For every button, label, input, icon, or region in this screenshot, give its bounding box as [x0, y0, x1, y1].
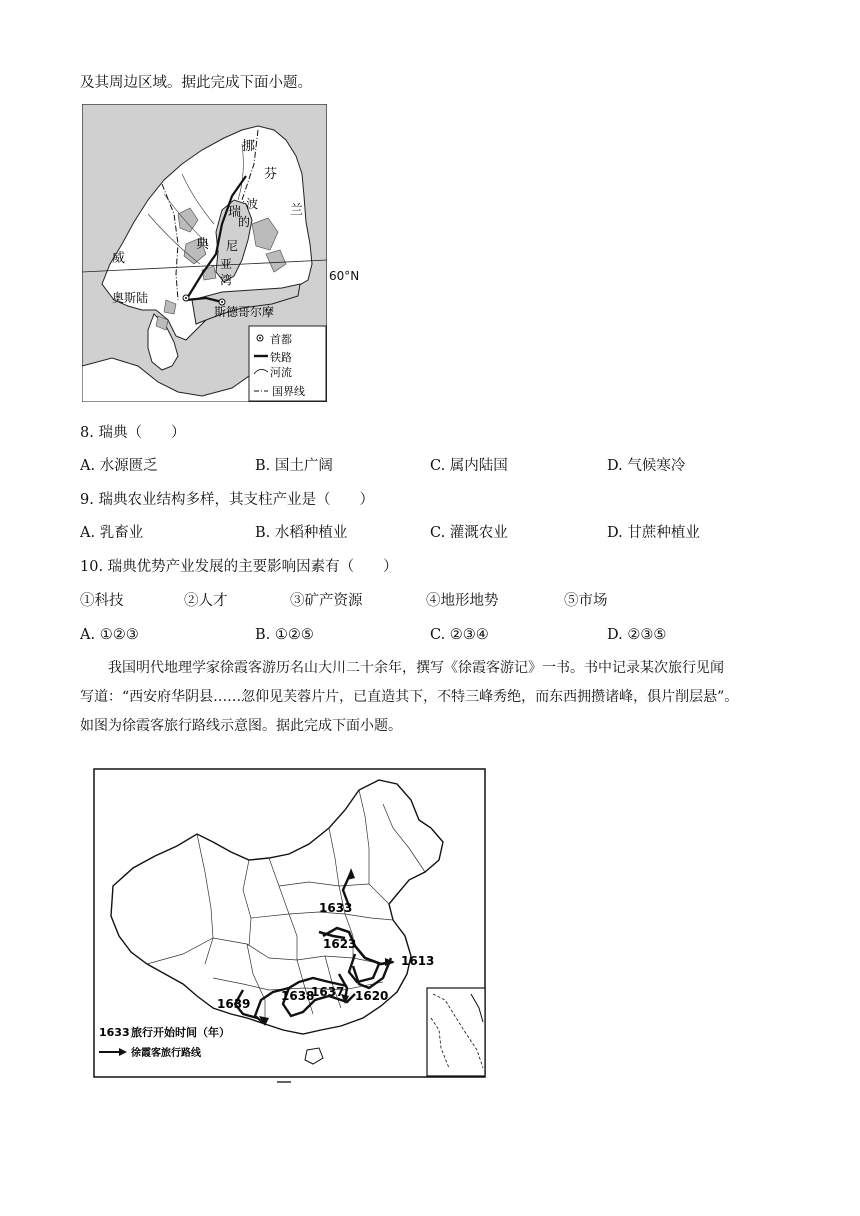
- legend-railway: 铁路: [270, 351, 292, 364]
- year-label-1638: 1638: [281, 989, 315, 1003]
- year-label-1613: 1613: [401, 954, 435, 968]
- label-gulf-1: 波: [246, 197, 259, 211]
- q10-option-d[interactable]: D. ②③⑤: [607, 627, 667, 643]
- latitude-label: 60°N: [329, 269, 360, 283]
- legend-year-sample: 1633: [99, 1026, 130, 1039]
- q8-option-b[interactable]: B. 国土广阔: [255, 458, 333, 474]
- q8-option-d[interactable]: D. 气候寒冷: [607, 458, 686, 474]
- year-label-1639: 1639: [217, 997, 251, 1011]
- legend-river: 河流: [270, 366, 292, 379]
- label-gulf-3: 尼: [226, 239, 239, 253]
- passage-line-3: 如图为徐霞客旅行路线示意图。据此完成下面小题。: [80, 718, 402, 734]
- legend-capital: 首都: [270, 333, 292, 346]
- q8-option-c[interactable]: C. 属内陆国: [430, 458, 508, 474]
- year-label-1637: 1637: [311, 985, 345, 999]
- china-route-map: [93, 768, 486, 1078]
- label-oslo: 奥斯陆: [112, 291, 149, 305]
- q9-option-a[interactable]: A. 乳畜业: [80, 525, 144, 541]
- passage-line-2: 写道：“西安府华阴县……忽仰见芙蓉片片，已直造其下，不特三峰秀绝，而东西拥攒诸峰，俱片削层悬”。: [80, 689, 739, 705]
- q10-factor-1: ①科技: [80, 593, 124, 609]
- label-finland-1: 芬: [264, 167, 278, 182]
- q10-option-b[interactable]: B. ①②⑤: [255, 627, 314, 643]
- label-gulf-2: 的: [238, 215, 251, 229]
- label-norway-2: 威: [112, 251, 126, 266]
- year-label-1623: 1623: [323, 937, 357, 951]
- scandinavia-map: [82, 104, 327, 402]
- page-mark: [277, 1081, 291, 1083]
- q9-option-b[interactable]: B. 水稻种植业: [255, 525, 348, 541]
- passage-line-1: 我国明代地理学家徐霞客游历名山大川二十余年，撰写《徐霞客游记》一书。书中记录某次旅行见闻: [108, 660, 724, 676]
- year-label-1620: 1620: [355, 989, 389, 1003]
- label-sweden-1: 瑞: [228, 205, 242, 220]
- label-gulf-4: 亚: [220, 257, 233, 271]
- q10-factor-5: ⑤市场: [564, 593, 608, 609]
- label-norway-1: 挪: [242, 139, 256, 154]
- passage: [80, 654, 785, 741]
- legend-year-text: 旅行开始时间（年）: [131, 1026, 230, 1039]
- q9-option-d[interactable]: D. 甘蔗种植业: [607, 525, 700, 541]
- label-sweden-2: 典: [196, 237, 210, 252]
- legend-border: 国界线: [272, 385, 305, 398]
- q10-option-a[interactable]: A. ①②③: [80, 627, 139, 643]
- q9-stem: 9. 瑞典农业结构多样，其支柱产业是（ ）: [80, 492, 374, 508]
- legend-route-text: 徐霞客旅行路线: [131, 1048, 201, 1059]
- q10-factor-3: ③矿产资源: [290, 593, 363, 609]
- intro-text: 及其周边区域。据此完成下面小题。: [80, 75, 312, 91]
- q8-option-a[interactable]: A. 水源匮乏: [80, 458, 158, 474]
- label-stockholm: 斯德哥尔摩: [214, 305, 275, 319]
- q9-option-c[interactable]: C. 灌溉农业: [430, 525, 508, 541]
- q10-stem: 10. 瑞典优势产业发展的主要影响因素有（ ）: [80, 559, 398, 575]
- q10-factor-2: ②人才: [184, 593, 228, 609]
- label-finland-2: 兰: [290, 203, 304, 218]
- q10-option-c[interactable]: C. ②③④: [430, 627, 489, 643]
- q8-stem: 8. 瑞典（ ）: [80, 425, 186, 441]
- year-label-1633: 1633: [319, 901, 353, 915]
- q10-factor-4: ④地形地势: [426, 593, 499, 609]
- label-gulf-5: 湾: [220, 273, 233, 287]
